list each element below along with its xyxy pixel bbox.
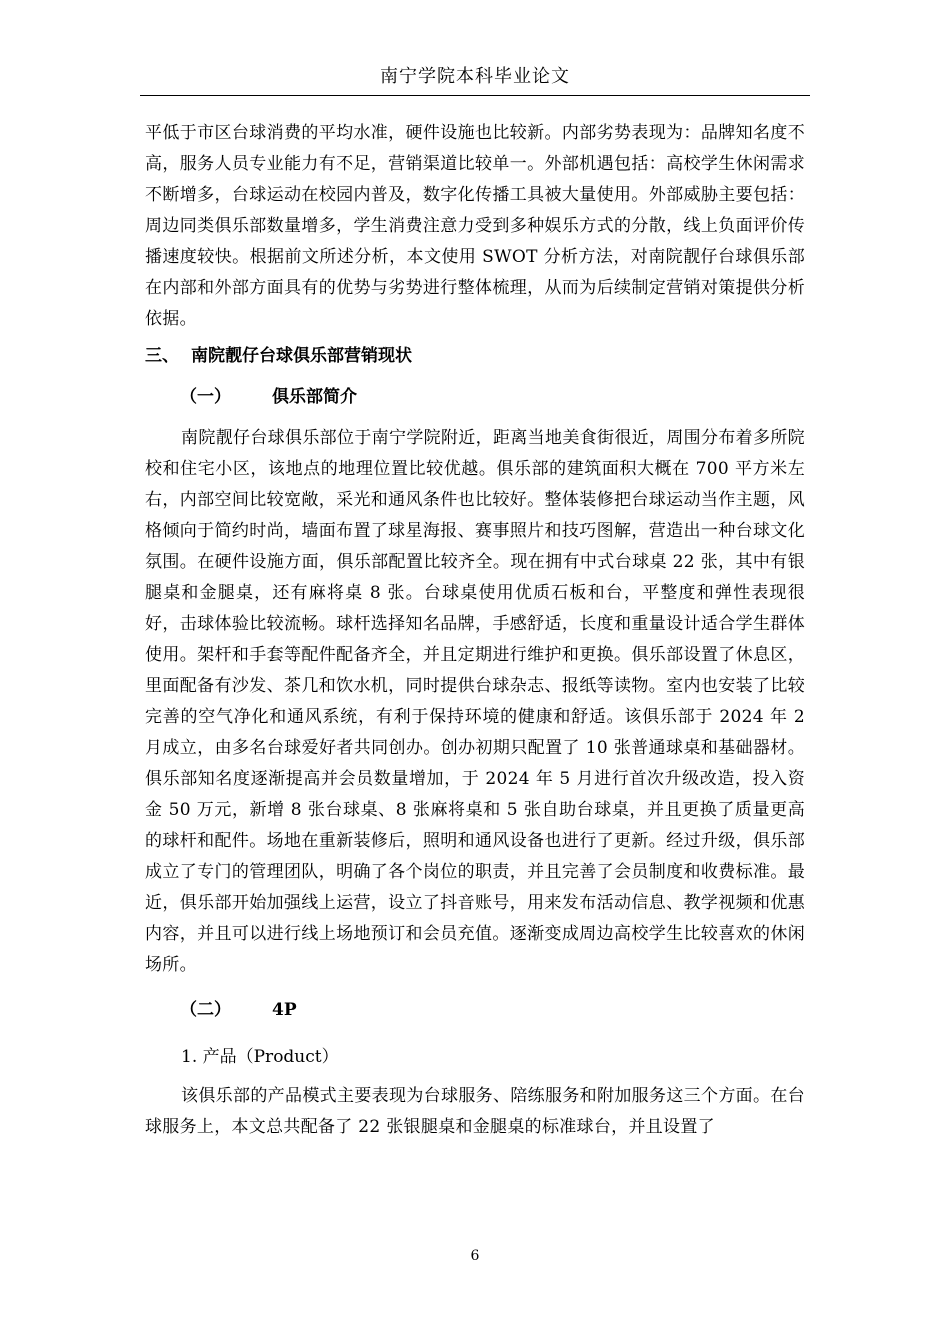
subsection-title: 4P [272,1000,297,1020]
document-body [145,118,805,1143]
subsection-title: 俱乐部简介 [272,387,357,407]
subsection-number: （一） [180,387,231,407]
paragraph-club-intro: 南院靓仔台球俱乐部位于南宁学院附近，距离当地美食街很近，周围分布着多所院校和住宅小区，该地点的地理位置比较优越。俱乐部的建筑面积大概在 700 平方米左右，内部空间比较宽敞，采光和通风条件也比较好。整体装修把台球运动当作主题，风格倾向于简约时尚，墙面布置了球星海报、赛事照片和技巧图解，营造出一种台球文化氛围。在硬件设施方面，俱乐部配置比较齐全。现在拥有中式台球桌 22 张，其中有银腿桌和金腿桌，还有麻将桌 8 张。台球桌使用优质石板和台，平整度和弹性表现很好，击球体验比较流畅。球杆选择知名品牌，手感舒适，长度和重量设计适合学生群体使用。架杆和手套等配件配备齐全，并且定期进行维护和更换。俱乐部设置了休息区，里面配备有沙发、茶几和饮水机，同时提供台球杂志、报纸等读物。室内也安装了比较完善的空气净化和通风系统，有利于保持环境的健康和舒适。该俱乐部于 2024 年 2 月成立，由多名台球爱好者共同创办。创办初期只配置了 10 张普通球桌和基础器材。俱乐部知名度逐渐提高并会员数量增加，于 2024 年 5 月进行首次升级改造，投入资金 50 万元，新增 8 张台球桌、8 张麻将桌和 5 张自助台球桌，并且更换了质量更高的球杆和配件。场地在重新装修后，照明和通风设备也进行了更新。经过升级，俱乐部成立了专门的管理团队，明确了各个岗位的职责，并且完善了会员制度和收费标准。最近，俱乐部开始加强线上运营，设立了抖音账号，用来发布活动信息、教学视频和优惠内容，并且可以进行线上场地预订和会员充值。逐渐变成周边高校学生比较喜欢的休闲场所。 [145,428,805,975]
subsection-heading-4p [145,991,805,1036]
sub-subsection-heading-product: 1. 产品（Product） [181,1047,339,1067]
header-rule [140,95,810,96]
section-heading-3 [145,335,805,378]
page-number: 6 [470,1248,480,1264]
section-number: 三、 [145,346,179,366]
running-header: 南宁学院本科毕业论文 [380,66,570,87]
subsection-number: （二） [180,1000,231,1020]
subsection-heading-club-intro [145,378,805,423]
spacer [145,981,805,991]
section-title: 南院靓仔台球俱乐部营销现状 [191,346,412,366]
paragraph-swot-summary: 平低于市区台球消费的平均水准，硬件设施也比较新。内部劣势表现为：品牌知名度不高，服务人员专业能力有不足，营销渠道比较单一。外部机遇包括：高校学生休闲需求不断增多，台球运动在校园内普及，数字化传播工具被大量使用。外部威胁主要包括：周边同类俱乐部数量增多，学生消费注意力受到多种娱乐方式的分散，线上负面评价传播速度较快。根据前文所述分析，本文使用 SWOT 分析方法，对南院靓仔台球俱乐部在内部和外部方面具有的优势与劣势进行整体梳理，从而为后续制定营销对策提供分析依据。 [145,123,805,329]
paragraph-product: 该俱乐部的产品模式主要表现为台球服务、陪练服务和附加服务这三个方面。在台球服务上，本文总共配备了 22 张银腿桌和金腿桌的标准球台，并且设置了 [145,1086,805,1137]
